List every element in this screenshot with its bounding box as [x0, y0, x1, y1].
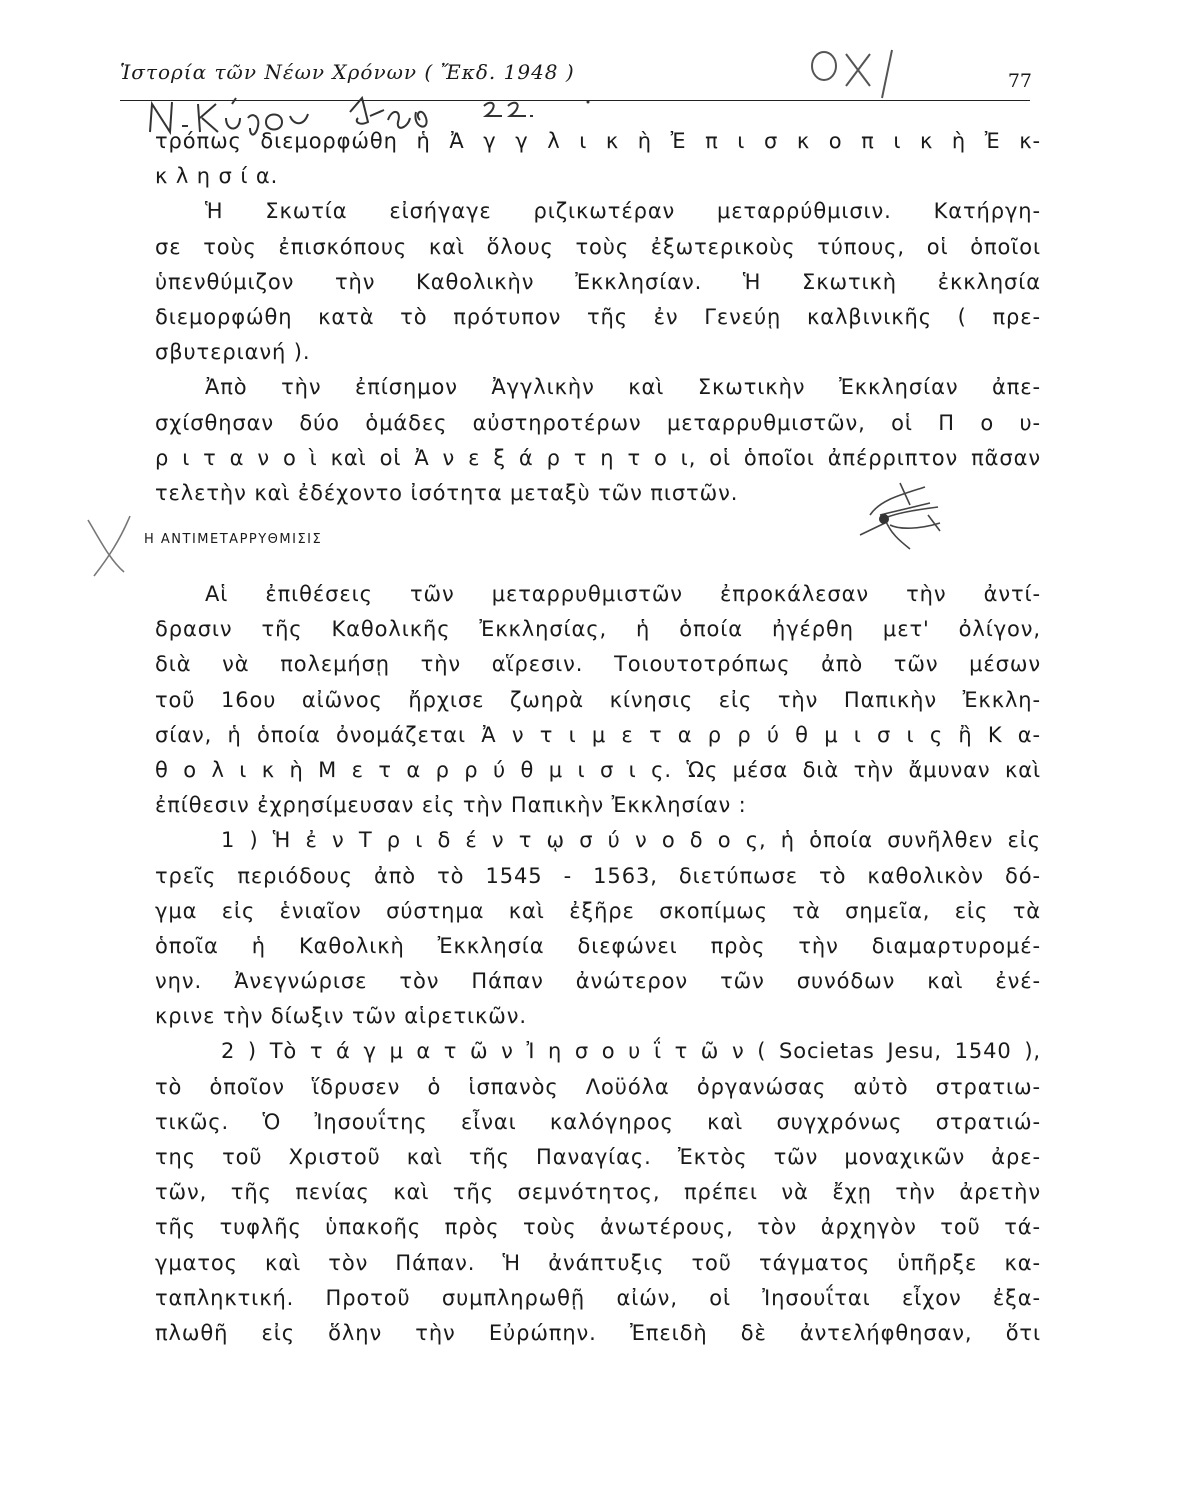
paragraph-line: τρόπως διεμορφώθη ἡ Ἀ γ γ λ ι κ ὴ Ἐ π ι σ κ ο π ι κ ὴ Ἐ κ- — [155, 129, 1041, 153]
paragraph-line: 1 ) Ἡ ἐ ν Τ ρ ι δ έ ν τ ῳ σ ύ ν ο δ ο ς, ἡ ὁποία συνῆλθεν εἰς — [221, 828, 1041, 853]
text-section-1 — [155, 124, 1041, 511]
paragraph-line: τὸ ὁποῖον ἵδρυσεν ὁ ἱσπανὸς Λοϋόλα ὀργανώσας αὐτὸ στρατιω- — [155, 1074, 1041, 1099]
paragraph-line: ἐπίθεσιν ἐχρησίμευσαν εἰς τὴν Παπικὴν Ἐκκλησίαν : — [155, 793, 747, 818]
paragraph-line: τρεῖς περιόδους ἀπὸ τὸ 1545 - 1563, διετύπωσε τὸ καθολικὸν δό- — [155, 863, 1041, 888]
page-number: 77 — [1007, 70, 1032, 92]
paragraph-line: ὁποῖα ἡ Καθολικὴ Ἐκκλησία διεφώνει πρὸς τὴν διαμαρτυρομέ- — [155, 933, 1041, 958]
paragraph-line: σε τοὺς ἐπισκόπους καὶ ὅλους τοὺς ἐξωτερικοὺς τύπους, οἱ ὁποῖοι — [155, 234, 1041, 259]
paragraph-line: σχίσθησαν δύο ὁμάδες αὐστηροτέρων μεταρρυθμιστῶν, οἱ Π ο υ- — [155, 410, 1041, 435]
paragraph-line: νην. Ἀνεγνώρισε τὸν Πάπαν ἀνώτερον τῶν συνόδων καὶ ἐνέ- — [155, 969, 1041, 994]
paragraph-line: Ἀπὸ τὴν ἐπίσημον Ἀγγλικὴν καὶ Σκωτικὴν Ἐκκλησίαν ἀπε- — [205, 375, 1041, 400]
running-head — [120, 60, 1040, 100]
paragraph-line: Αἱ ἐπιθέσεις τῶν μεταρρυθμιστῶν ἐπροκάλεσαν τὴν ἀντί- — [205, 582, 1041, 606]
running-head-title: Ἱστορία τῶν Νέων Χρόνων ( Ἔκδ. 1948 ) — [120, 60, 575, 84]
paragraph-line: γματος καὶ τὸν Πάπαν. Ἡ ἀνάπτυξις τοῦ τάγματος ὑπῆρξε κα- — [155, 1250, 1041, 1275]
paragraph-line: τελετὴν καὶ ἐδέχοντο ἰσότητα μεταξὺ τῶν πιστῶν. — [155, 480, 739, 505]
paragraph-line: ὑπενθύμιζον τὴν Καθολικὴν Ἐκκλησίαν. Ἡ Σκωτικὴ ἐκκλησία — [155, 269, 1041, 294]
paragraph-line: διὰ νὰ πολεμήσῃ τὴν αἵρεσιν. Τοιουτοτρόπως ἀπὸ τῶν μέσων — [155, 652, 1041, 677]
paragraph-line: ρ ι τ α ν ο ὶ καὶ οἱ Ἀ ν ε ξ ά ρ τ η τ ο ι, οἱ ὁποῖοι ἀπέρριπτον πᾶσαν — [155, 445, 1041, 470]
paragraph-line: 2 ) Τὸ τ ά γ μ α τ ῶ ν Ἰ η σ ο υ ΐ τ ῶ ν ( Societas Jesu, 1540 ), — [221, 1039, 1041, 1064]
paragraph-line: σβυτεριανή ). — [155, 340, 311, 365]
paragraph-line: διεμορφώθη κατὰ τὸ πρότυπον τῆς ἐν Γενεύῃ καλβινικῆς ( πρε- — [155, 304, 1041, 329]
section-heading: Η ΑΝΤΙΜΕΤΑΡΡΥΘΜΙΣΙΣ — [144, 532, 323, 547]
paragraph-line: κρινε τὴν δίωξιν τῶν αἱρετικῶν. — [155, 1004, 527, 1029]
paragraph-line: ταπληκτική. Προτοῦ συμπληρωθῇ αἰών, οἱ Ἰησουΐται εἶχον ἐξα- — [155, 1285, 1041, 1310]
paragraph-line: τῶν, τῆς πενίας καὶ τῆς σεμνότητος, πρέπει νὰ ἔχῃ τὴν ἀρετὴν — [155, 1180, 1041, 1205]
paragraph-line: πλωθῆ εἰς ὅλην τὴν Εὐρώπην. Ἐπειδὴ δὲ ἀντελήφθησαν, ὅτι — [155, 1320, 1041, 1345]
text-section-2 — [155, 577, 1041, 1351]
header-rule — [120, 100, 1030, 101]
paragraph-line: Ἡ Σκωτία εἰσήγαγε ριζικωτέραν μεταρρύθμισιν. Κατήργη- — [205, 199, 1041, 224]
paragraph-line: θ ο λ ι κ ὴ Μ ε τ α ρ ρ ύ θ μ ι σ ι ς. Ὡς μέσα διὰ τὴν ἄμυναν καὶ — [155, 757, 1041, 782]
paragraph-line: γμα εἰς ἑνιαῖον σύστημα καὶ ἐξῆρε σκοπίμως τὰ σημεῖα, εἰς τὰ — [155, 898, 1041, 923]
margin-x-mark — [80, 510, 140, 580]
paragraph-line: τοῦ 16ου αἰῶνος ἤρχισε ζωηρὰ κίνησις εἰς τὴν Παπικὴν Ἐκκλη- — [155, 687, 1041, 712]
paragraph-line: δρασιν τῆς Καθολικῆς Ἐκκλησίας, ἡ ὁποία ἠγέρθη μετ' ὀλίγον, — [155, 617, 1041, 642]
paragraph-line: τικῶς. Ὁ Ἰησουΐτης εἶναι καλόγηρος καὶ συγχρόνως στρατιώ- — [155, 1109, 1041, 1134]
paragraph-line: κ λ η σ ί α. — [155, 164, 279, 189]
paragraph-line: της τοῦ Χριστοῦ καὶ τῆς Παναγίας. Ἐκτὸς τῶν μοναχικῶν ἀρε- — [155, 1145, 1041, 1169]
paragraph-line: τῆς τυφλῆς ὑπακοῆς πρὸς τοὺς ἀνωτέρους, τὸν ἀρχηγὸν τοῦ τά- — [155, 1215, 1041, 1240]
paragraph-line: σίαν, ἡ ὁποία ὀνομάζεται Ἀ ν τ ι μ ε τ α ρ ρ ύ θ μ ι σ ι ς ἢ Κ α- — [155, 722, 1041, 747]
